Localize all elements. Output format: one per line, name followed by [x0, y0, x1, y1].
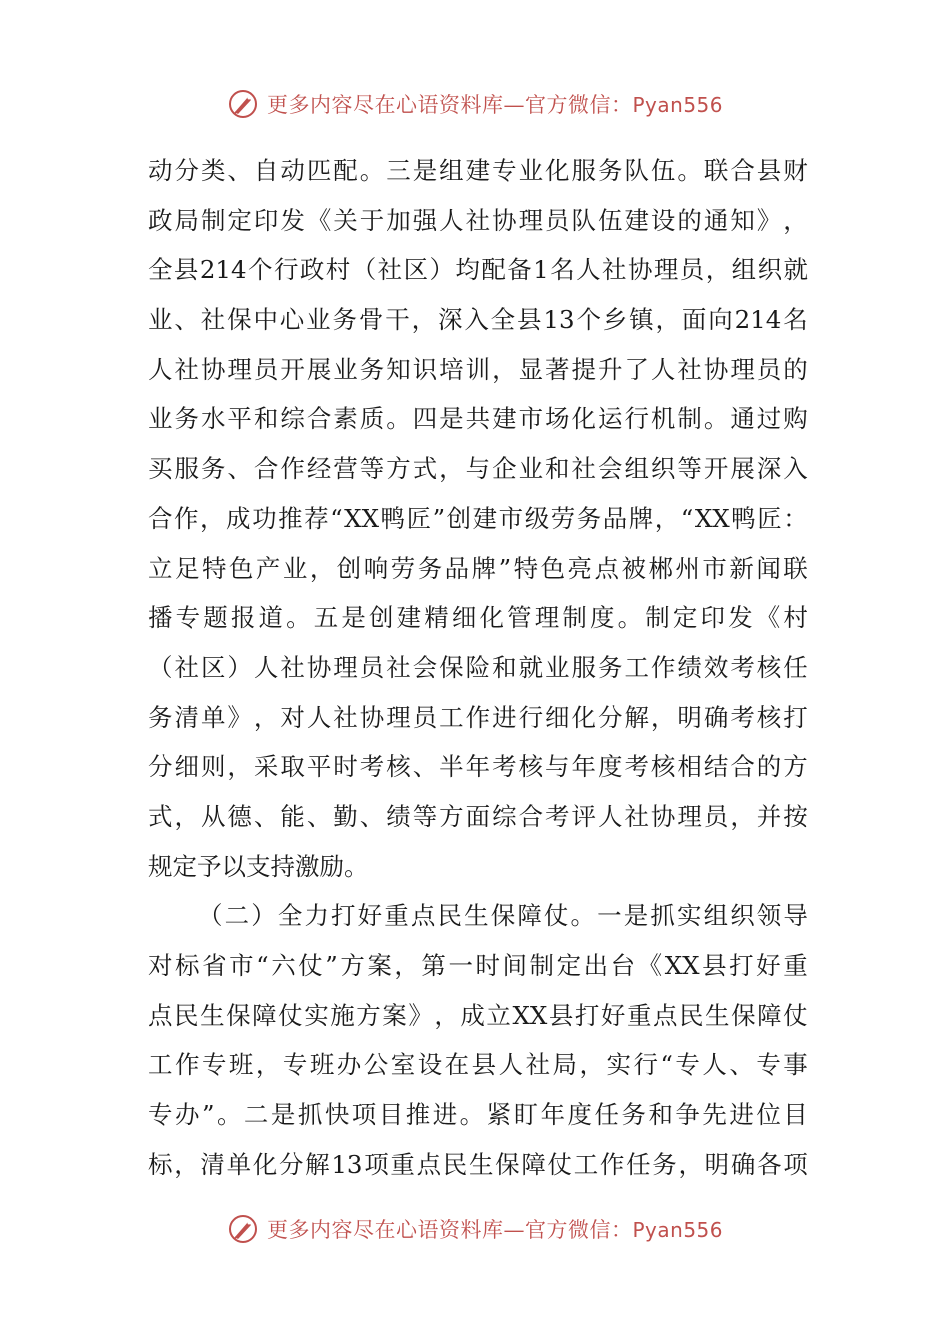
document-body — [148, 146, 808, 1189]
text-line: 动 分 类 、 自 动 匹 配 。 三 是 组 建 专 业 化 服 务 队 伍 。 联 合 县 财 — [148, 156, 808, 185]
text-line: （ 社 区 ） 人 社 协 理 员 社 会 保 险 和 就 业 服 务 工 作 绩 效 考 核 任 — [148, 652, 808, 682]
text-line: （ 二 ） 全 力 打 好 重 点 民 生 保 障 仗 。 一 是 抓 实 组 织 领 导 — [198, 901, 808, 931]
text-line: 工 作 专 班 ， 专 班 办 公 室 设 在 县 人 社 局 ， 实 行 “ 专 人 、 专 事 — [148, 1050, 808, 1080]
pen-nib-logo-icon — [227, 1213, 259, 1245]
watermark-text: 更多内容尽在心语资料库—官方微信：Pyan556 — [266, 93, 723, 117]
text-line: 分 细 则 ， 采 取 平 时 考 核 、 半 年 考 核 与 年 度 考 核 相 结 合 的 方 — [148, 752, 808, 782]
watermark-header — [0, 86, 950, 122]
text-line: 对 标 省 市 “ 六 仗 ” 方 案 ， 第 一 时 间 制 定 出 台 《 XX 县 打 好 重 — [148, 951, 808, 980]
text-line: 专 办 ” 。 二 是 抓 快 项 目 推 进 。 紧 盯 年 度 任 务 和 争 先 进 位 目 — [148, 1100, 808, 1130]
text-line: 标 ， 清 单 化 分 解 13 项 重 点 民 生 保 障 仗 工 作 任 务 ， 明 确 各 项 — [148, 1149, 808, 1179]
text-line: 务 清 单 》 ， 对 人 社 协 理 员 工 作 进 行 细 化 分 解 ， 明 确 考 核 打 — [148, 702, 808, 732]
text-line: 立 足 特 色 产 业 ， 创 响 劳 务 品 牌 ” 特 色 亮 点 被 郴 州 市 新 闻 联 — [148, 553, 808, 583]
watermark-text: 更多内容尽在心语资料库—官方微信：Pyan556 — [266, 1218, 723, 1242]
text-line: 人 社 协 理 员 开 展 业 务 知 识 培 训 ， 显 著 提 升 了 人 社 协 理 员 的 — [148, 354, 808, 384]
text-line: 规定予以支持激励。 — [148, 851, 369, 881]
text-line: 式 ， 从 德 、 能 、 勤 、 绩 等 方 面 综 合 考 评 人 社 协 理 员 ， 并 按 — [148, 801, 808, 831]
text-line: 政 局 制 定 印 发 《 关 于 加 强 人 社 协 理 员 队 伍 建 设 的 通 知 》 ， — [148, 205, 808, 235]
watermark-footer — [0, 1211, 950, 1247]
text-line: 全 县 214 个 行 政 村 （ 社 区 ） 均 配 备 1 名 人 社 协 理 员 ， 组 织 就 — [148, 255, 808, 285]
text-line: 点 民 生 保 障 仗 实 施 方 案 》 ， 成 立 XX 县 打 好 重 点 民 生 保 障 仗 — [148, 1000, 808, 1030]
text-line: 业 务 水 平 和 综 合 素 质 。 四 是 共 建 市 场 化 运 行 机 制 。 通 过 购 — [148, 404, 808, 434]
pen-nib-logo-icon — [227, 88, 259, 120]
text-line: 播 专 题 报 道 。 五 是 创 建 精 细 化 管 理 制 度 。 制 定 印 发 《 村 — [148, 603, 808, 633]
text-line: 买 服 务 、 合 作 经 营 等 方 式 ， 与 企 业 和 社 会 组 织 等 开 展 深 入 — [148, 454, 808, 484]
text-line: 业 、 社 保 中 心 业 务 骨 干 ， 深 入 全 县 13 个 乡 镇 ， 面 向 214 名 — [148, 305, 808, 335]
text-line: 合 作 ， 成 功 推 荐 “ XX 鸭 匠 ” 创 建 市 级 劳 务 品 牌 ， “ XX 鸭 匠 ： — [148, 503, 808, 533]
